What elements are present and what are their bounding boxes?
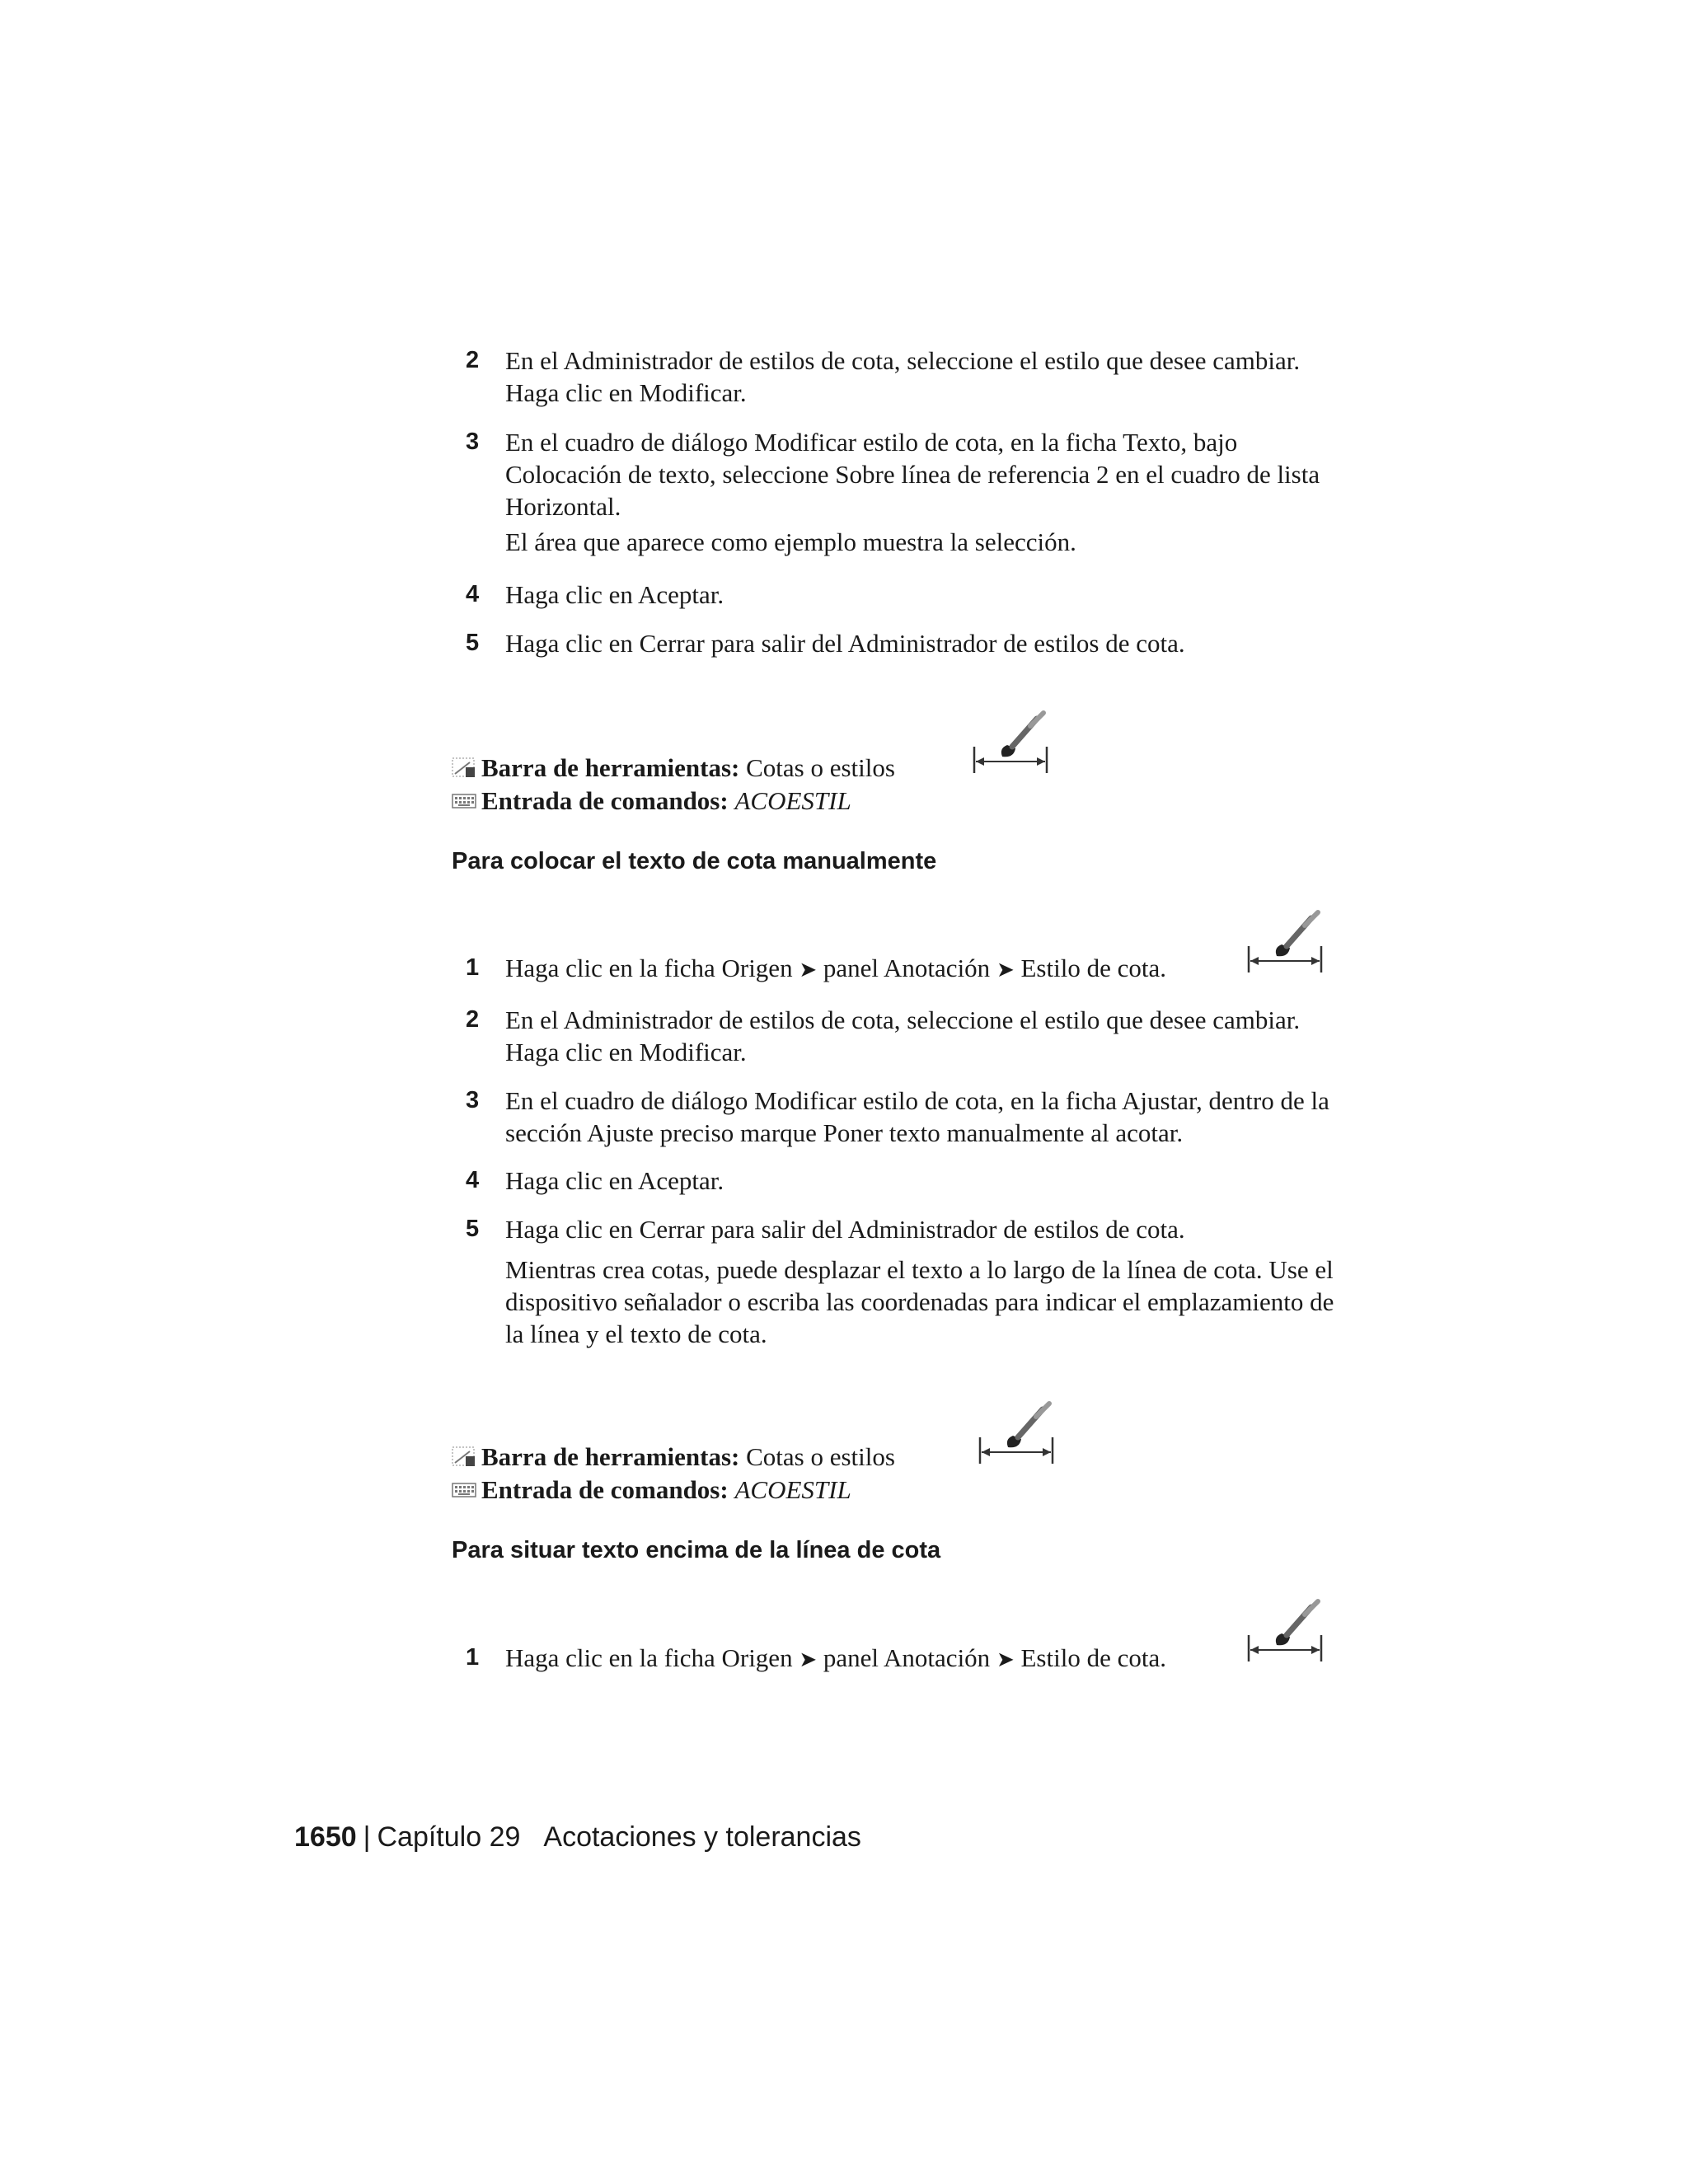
toolbar-icon bbox=[452, 1446, 476, 1468]
step-text: En el Administrador de estilos de cota, seleccione el estilo que desee cambiar. Haga clic en Modificar. bbox=[505, 346, 1301, 407]
step-text: Haga clic en Aceptar. bbox=[505, 580, 724, 609]
chapter-title: Acotaciones y tolerancias bbox=[543, 1821, 861, 1853]
step-text: En el cuadro de diálogo Modificar estilo de cota, en la ficha Texto, bajo Colocación de texto, seleccione Sobre línea de referencia 2 en el cuadro de lista Horizontal. bbox=[505, 428, 1320, 521]
section-heading: Para situar texto encima de la línea de cota bbox=[452, 1537, 941, 1563]
step-4 bbox=[466, 1165, 1356, 1197]
step-note: El área que aparece como ejemplo muestra la selección. bbox=[505, 527, 1076, 556]
toolbar-icon bbox=[452, 757, 476, 779]
step-number: 2 bbox=[466, 347, 480, 373]
chapter-number: Capítulo 29 bbox=[377, 1821, 521, 1853]
step-number: 1 bbox=[466, 954, 480, 981]
page-number: 1650 bbox=[294, 1821, 357, 1853]
step-5 bbox=[466, 1213, 1356, 1245]
step-text: En el cuadro de diálogo Modificar estilo de cota, en la ficha Ajustar, dentro de la sección Ajuste preciso marque Poner texto manualmente al acotar. bbox=[505, 1086, 1329, 1147]
step-2 bbox=[466, 1004, 1356, 1068]
toolbar-label: Barra de herramientas: bbox=[481, 753, 740, 782]
step-number: 3 bbox=[466, 1087, 480, 1113]
toolbar-access bbox=[452, 752, 895, 785]
step-text: Haga clic en Aceptar. bbox=[505, 1166, 724, 1195]
command-value: ACOESTIL bbox=[734, 1475, 851, 1504]
step-text: panel Anotación bbox=[823, 1643, 991, 1672]
step-number: 5 bbox=[466, 630, 480, 656]
step-4 bbox=[466, 579, 1356, 611]
step-2 bbox=[466, 344, 1356, 409]
arrow-icon: ➤ bbox=[996, 1647, 1015, 1672]
step-text: Haga clic en la ficha Origen bbox=[505, 954, 793, 982]
arrow-icon: ➤ bbox=[799, 1647, 818, 1672]
step-text: panel Anotación bbox=[823, 954, 991, 982]
toolbar-access bbox=[452, 1441, 895, 1474]
dimension-style-icon bbox=[1245, 1599, 1325, 1665]
arrow-icon: ➤ bbox=[996, 958, 1015, 982]
step-text: Estilo de cota. bbox=[1020, 1643, 1166, 1672]
step-3 bbox=[466, 426, 1356, 523]
step-text: En el Administrador de estilos de cota, seleccione el estilo que desee cambiar. Haga clic en Modificar. bbox=[505, 1005, 1301, 1066]
dimension-style-icon bbox=[1245, 910, 1325, 976]
step-number: 2 bbox=[466, 1006, 480, 1033]
step-number: 4 bbox=[466, 1167, 480, 1193]
command-label: Entrada de comandos: bbox=[481, 786, 729, 815]
keyboard-icon bbox=[452, 790, 476, 812]
section-heading: Para colocar el texto de cota manualmente bbox=[452, 848, 937, 874]
toolbar-label: Barra de herramientas: bbox=[481, 1442, 740, 1471]
toolbar-value: Cotas o estilos bbox=[746, 753, 895, 782]
step-number: 3 bbox=[466, 429, 480, 455]
step-1 bbox=[466, 952, 1356, 987]
step-number: 5 bbox=[466, 1216, 480, 1242]
keyboard-icon bbox=[452, 1479, 476, 1501]
command-access bbox=[452, 785, 851, 818]
step-number: 1 bbox=[466, 1644, 480, 1671]
dimension-style-icon bbox=[971, 710, 1050, 776]
step-note: Mientras crea cotas, puede desplazar el texto a lo largo de la línea de cota. Use el dispositivo señalador o escriba las coordenadas para indicar el emplazamiento de la línea y el texto de cota. bbox=[505, 1255, 1334, 1348]
step-text: Haga clic en Cerrar para salir del Administrador de estilos de cota. bbox=[505, 1215, 1185, 1244]
toolbar-value: Cotas o estilos bbox=[746, 1442, 895, 1471]
step-1 bbox=[466, 1642, 1356, 1676]
command-access bbox=[452, 1474, 851, 1507]
dimension-style-icon bbox=[977, 1401, 1056, 1467]
step-number: 4 bbox=[466, 581, 480, 607]
footer-separator: | bbox=[363, 1821, 371, 1853]
step-5 bbox=[466, 627, 1356, 659]
step-text: Haga clic en la ficha Origen bbox=[505, 1643, 793, 1672]
step-3 bbox=[466, 1085, 1356, 1149]
command-label: Entrada de comandos: bbox=[481, 1475, 729, 1504]
step-text: Haga clic en Cerrar para salir del Administrador de estilos de cota. bbox=[505, 629, 1185, 658]
command-value: ACOESTIL bbox=[734, 786, 851, 815]
step-text: Estilo de cota. bbox=[1020, 954, 1166, 982]
page-footer bbox=[294, 1819, 861, 1855]
arrow-icon: ➤ bbox=[799, 958, 818, 982]
